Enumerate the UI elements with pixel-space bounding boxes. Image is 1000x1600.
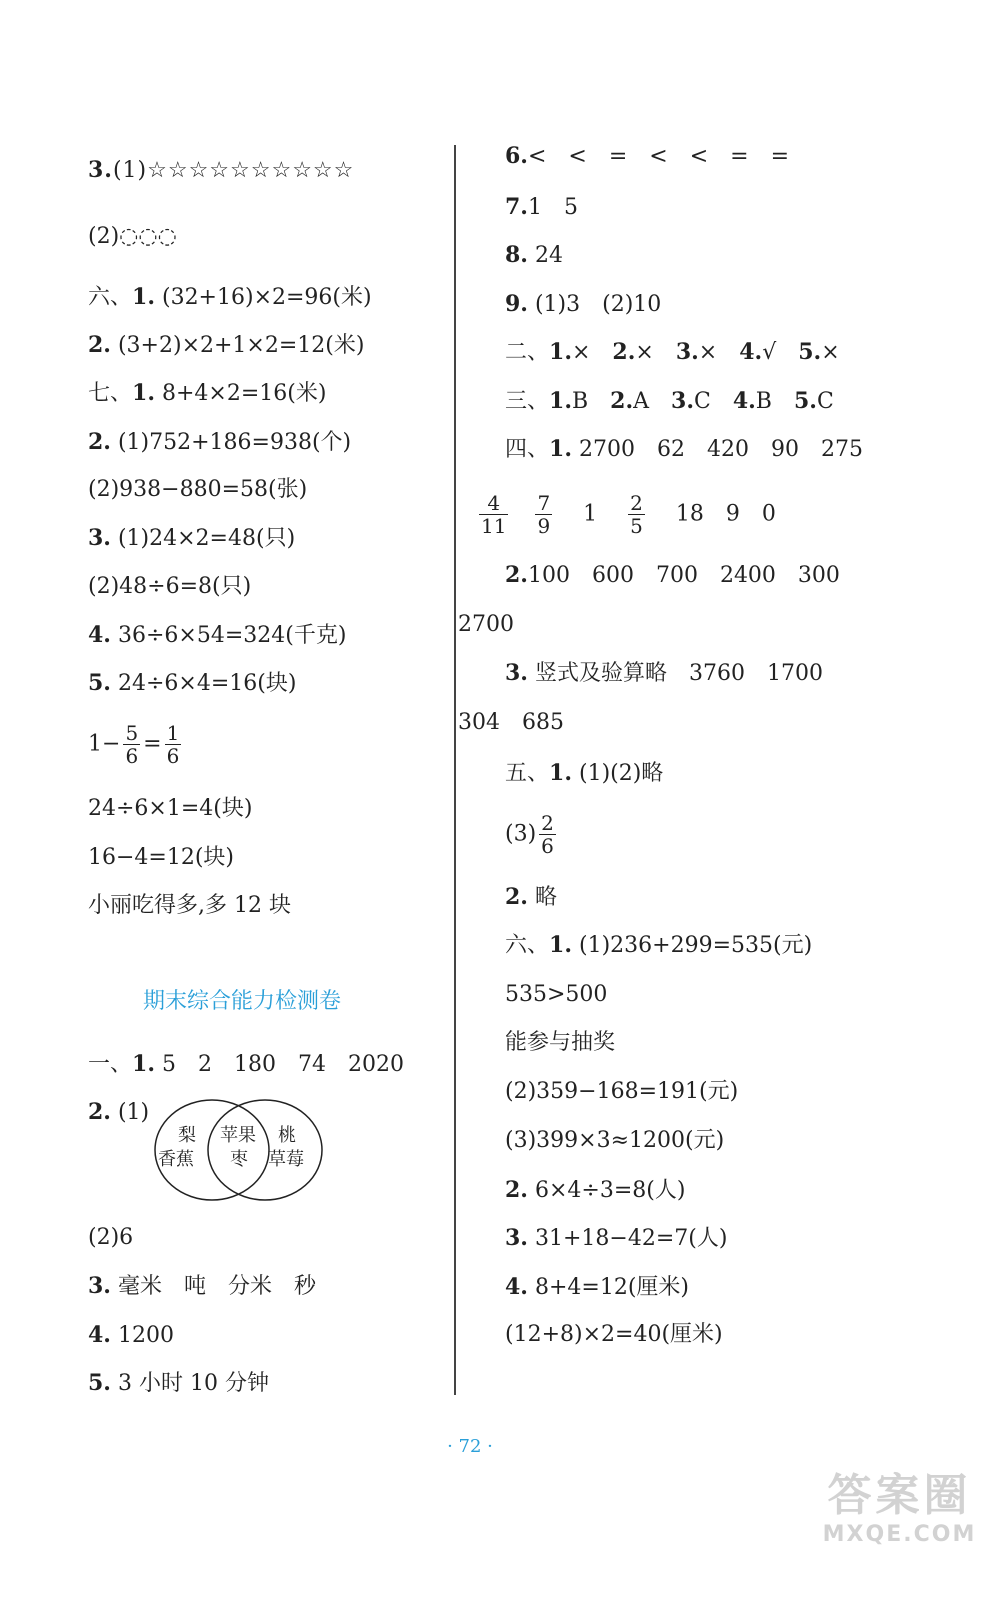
fraction	[479, 492, 508, 537]
answer-text: (1)752+186=938(个)	[117, 430, 352, 455]
section-prefix: 六、	[505, 933, 550, 958]
answer-text: ×	[821, 340, 840, 365]
answer-line	[505, 141, 789, 172]
answer-line	[88, 1097, 149, 1128]
answer-text: (1)3 (2)10	[534, 292, 662, 317]
item-number: 3.	[505, 660, 528, 686]
answer-line	[458, 610, 514, 640]
answer-text: √	[762, 340, 799, 365]
section-prefix: 六、	[88, 285, 133, 310]
answer-text: 24÷6×1=4(块)	[88, 796, 253, 821]
numerator: 4	[479, 492, 508, 515]
item-number: 4.	[739, 339, 763, 365]
answer-line	[88, 222, 177, 252]
answer-line	[88, 1223, 133, 1253]
item-number: 4.	[88, 622, 111, 648]
item-number: 3.	[671, 388, 694, 414]
numerator: 5	[125, 721, 139, 745]
answer-text: 小丽吃得多,多 12 块	[88, 893, 291, 918]
answer-line	[88, 330, 364, 361]
answer-text: (1)24×2=48(只)	[117, 526, 296, 551]
answer-line	[505, 337, 840, 368]
item-number: 1.	[549, 388, 572, 414]
answer-text: C	[693, 389, 733, 414]
answer-text: 24÷6×4=16(块)	[117, 671, 297, 696]
answer-text: 毫米 吨 分米 秒	[117, 1274, 316, 1299]
item-number: 2.	[88, 429, 111, 455]
answer-text: A	[633, 389, 672, 414]
item-number: 3.	[675, 339, 699, 365]
answer-line	[88, 1271, 316, 1302]
answer-text: 100 600 700 2400 300	[527, 563, 840, 588]
answer-text: (3)	[505, 821, 537, 847]
answer-text: 能参与抽奖	[505, 1030, 616, 1055]
item-number: 4.	[505, 1274, 528, 1300]
answer-text: 1	[583, 501, 598, 527]
fraction	[535, 492, 552, 537]
denominator: 6	[166, 744, 180, 768]
item-number: 5.	[793, 388, 817, 414]
answer-line	[88, 523, 295, 554]
answer-line	[88, 891, 291, 921]
answer-text: (2)6	[88, 1225, 134, 1250]
answer-text: 8+4=12(厘米)	[534, 1275, 689, 1300]
item-number: 5.	[798, 339, 822, 365]
answer-text: 5 2 180 74 2020	[161, 1052, 404, 1077]
answer-text: 1−	[88, 731, 121, 757]
item-number: 2.	[610, 388, 634, 414]
denominator: 11	[481, 514, 507, 538]
fraction-line	[505, 812, 559, 857]
item-number: 5.	[88, 1370, 111, 1396]
answer-text: 24	[534, 243, 563, 268]
answer-text: 1200	[117, 1323, 174, 1348]
answer-line	[88, 668, 296, 699]
section-prefix: 七、	[88, 381, 133, 406]
section-prefix: 二、	[505, 340, 550, 365]
answer-line	[88, 620, 346, 651]
answer-line	[458, 708, 564, 738]
watermark-url: MXQE.COM	[822, 1522, 977, 1547]
answer-text: (1)	[117, 1100, 150, 1125]
answer-line	[505, 1077, 738, 1107]
answer-text: (3+2)×2+1×2=12(米)	[117, 333, 365, 358]
item-number: 1.	[132, 380, 155, 406]
venn-label: 桃	[278, 1125, 296, 1146]
answer-line	[505, 192, 578, 223]
answer-text: (12+8)×2=40(厘米)	[505, 1322, 723, 1347]
section-title: 期末综合能力检测卷	[142, 989, 341, 1014]
answer-text: 31+18−42=7(人)	[534, 1226, 728, 1251]
answer-text: 2700	[458, 612, 514, 637]
equals-sign: =	[143, 731, 162, 757]
fraction-line	[88, 722, 184, 767]
fraction	[123, 722, 140, 767]
answer-text: ×	[698, 340, 740, 365]
numerator: 7	[537, 491, 551, 515]
answer-line	[505, 930, 812, 961]
answer-text: 2700 62 420 90 275	[578, 437, 863, 462]
answer-line	[88, 1049, 404, 1080]
denominator: 9	[537, 514, 551, 538]
answer-text: (1)(2)略	[578, 761, 664, 786]
watermark-logo	[812, 1470, 987, 1548]
answer-line	[88, 1368, 269, 1399]
answer-line	[88, 794, 252, 824]
answer-line	[505, 434, 863, 465]
answer-line	[88, 475, 307, 505]
venn-label: 枣	[230, 1149, 248, 1170]
item-number: 3.	[88, 1273, 111, 1299]
answer-line	[505, 1028, 615, 1058]
denominator: 6	[541, 834, 554, 858]
answer-line	[88, 427, 351, 458]
answer-line	[505, 240, 563, 271]
answer-line	[505, 386, 834, 417]
answer-text: 3 小时 10 分钟	[117, 1371, 269, 1396]
page-number: · 72 ·	[447, 1436, 493, 1457]
answer-text: (1)236+299=535(元)	[578, 933, 813, 958]
item-number: 5.	[88, 670, 111, 696]
answer-text: (2)359−168=191(元)	[505, 1079, 739, 1104]
item-number: 3.	[88, 525, 111, 551]
venn-right-circle	[208, 1100, 322, 1200]
numerator: 2	[541, 811, 554, 835]
answer-line	[505, 1175, 685, 1206]
answer-line	[505, 980, 607, 1010]
answer-text: 18 9 0	[675, 501, 776, 527]
answer-text: 8+4×2=16(米)	[161, 381, 327, 406]
answer-line	[505, 1223, 727, 1254]
item-number: 2.	[505, 562, 528, 588]
denominator: 6	[125, 744, 139, 768]
answer-text: 略	[534, 885, 557, 910]
answer-text: 535>500	[505, 982, 608, 1007]
fraction-line	[476, 492, 776, 537]
item-number: 1.	[549, 339, 572, 365]
answer-text: C	[816, 389, 834, 414]
answer-line	[505, 1320, 723, 1350]
item-number: 8.	[505, 242, 528, 268]
item-number: 2.	[505, 884, 528, 910]
item-number: 4.	[732, 388, 756, 414]
item-number: 3.	[505, 1225, 528, 1251]
venn-label: 苹果	[220, 1125, 256, 1146]
answer-text: (2)938−880=58(张)	[88, 477, 308, 502]
answer-text: 304 685	[458, 710, 564, 735]
answer-line	[505, 758, 663, 789]
item-number: 1.	[549, 932, 572, 958]
answer-line	[505, 658, 823, 689]
item-number: 9.	[505, 291, 528, 317]
fraction	[165, 722, 182, 767]
answer-line	[88, 378, 326, 409]
item-number: 2.	[612, 339, 636, 365]
answer-text: 16−4=12(块)	[88, 845, 235, 870]
item-number: 1.	[549, 436, 572, 462]
answer-text: 36÷6×54=324(千克)	[117, 623, 347, 648]
item-number: 1.	[132, 1051, 155, 1077]
watermark-title: 答案圈	[827, 1470, 972, 1521]
answer-text: ×	[635, 340, 676, 365]
item-number: 1.	[549, 760, 572, 786]
answer-line	[88, 572, 251, 602]
answer-line	[88, 155, 354, 186]
answer-text: (2)48÷6=8(只)	[88, 574, 252, 599]
venn-diagram	[150, 1095, 330, 1205]
item-number: 1.	[132, 284, 155, 310]
section-prefix: 一、	[88, 1052, 133, 1077]
answer-line	[88, 282, 372, 313]
answer-text: 1 5	[527, 195, 578, 220]
answer-text: ×	[571, 340, 613, 365]
answer-text: < < = < < = =	[527, 144, 790, 169]
answer-text: (2)	[88, 224, 120, 249]
answer-line	[505, 289, 661, 320]
answer-text: (3)399×3≈1200(元)	[505, 1128, 725, 1153]
venn-label: 梨	[178, 1125, 196, 1146]
item-number: 2.	[88, 1099, 111, 1125]
denominator: 5	[630, 514, 643, 538]
item-number: 2.	[505, 1177, 528, 1203]
answer-line	[88, 843, 234, 873]
numerator: 1	[166, 721, 180, 745]
answer-text: (32+16)×2=96(米)	[161, 285, 372, 310]
fraction	[628, 492, 645, 537]
section-prefix: 四、	[505, 437, 550, 462]
item-number: 3.	[88, 157, 113, 183]
venn-label: 香蕉	[158, 1149, 194, 1170]
fraction	[539, 812, 556, 857]
answer-text: B	[571, 389, 611, 414]
item-number: 7.	[505, 194, 528, 220]
answer-line	[505, 560, 840, 591]
answer-text: B	[755, 389, 794, 414]
answer-line	[88, 1320, 174, 1351]
answer-line	[505, 1126, 724, 1156]
apple-shapes: ◌◌◌	[119, 224, 177, 249]
answer-text: 6×4÷3=8(人)	[534, 1178, 686, 1203]
item-number: 4.	[88, 1322, 111, 1348]
answer-text: (1)☆☆☆☆☆☆☆☆☆☆	[112, 158, 355, 183]
item-number: 6.	[505, 143, 528, 169]
answer-line	[505, 1272, 689, 1303]
venn-label: 草莓	[268, 1149, 304, 1170]
answer-text: 竖式及验算略 3760 1700	[534, 661, 823, 686]
answer-line	[505, 882, 557, 913]
section-prefix: 五、	[505, 761, 550, 786]
column-divider	[454, 145, 456, 1395]
section-prefix: 三、	[505, 389, 550, 414]
numerator: 2	[630, 491, 643, 515]
item-number: 2.	[88, 332, 111, 358]
